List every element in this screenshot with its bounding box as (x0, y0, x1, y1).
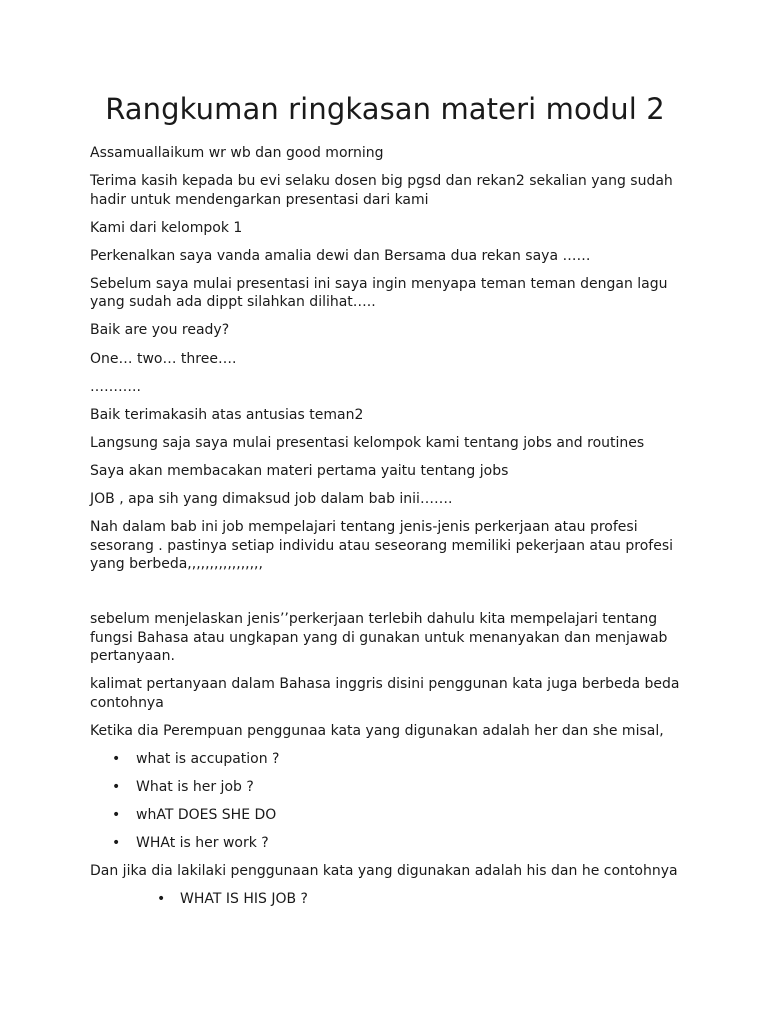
paragraph-thanks-enthusiasm: Baik terimakasih atas antusias teman2 (90, 406, 364, 423)
paragraph-first-material: Saya akan membacakan materi pertama yaitu tentang jobs (90, 462, 509, 479)
bullet-point: • (112, 807, 121, 824)
his-question-list (90, 890, 680, 909)
paragraph-thanks: Terima kasih kepada bu evi selaku dosen big pgsd dan rekan2 sekalian yang sudah hadir untuk mendengarkan presentasi dari kami (90, 173, 673, 208)
list-item-text: WHAt is her work ? (136, 835, 269, 852)
document-title: Rangkuman ringkasan materi modul 2 (105, 92, 665, 126)
paragraph-her-she: Ketika dia Perempuan penggunaa kata yang digunakan adalah her dan she misal, (90, 722, 664, 739)
list-item (90, 806, 680, 825)
list-item (90, 890, 680, 909)
paragraph-ellipsis: ……….. (90, 378, 141, 395)
paragraph-song: Sebelum saya mulai presentasi ini saya ingin menyapa teman teman dengan lagu yang sudah ada dippt silahkan dilihat….. (90, 275, 668, 311)
blank-line (90, 583, 680, 610)
paragraph-group: Kami dari kelompok 1 (90, 219, 243, 236)
list-item (90, 778, 680, 797)
paragraph-greeting: Assamuallaikum wr wb dan good morning (90, 145, 384, 161)
paragraph-question-sentence: kalimat pertanyaan dalam Bahasa inggris disini penggunan kata juga berbeda beda contohnya (90, 676, 680, 711)
list-item (90, 834, 680, 853)
her-question-list (90, 750, 680, 853)
paragraph-start-presentation: Langsung saja saya mulai presentasi kelompok kami tentang jobs and routines (90, 434, 645, 451)
paragraph-job-explanation: Nah dalam bab ini job mempelajari tentang jenis-jenis perkerjaan atau profesi sesorang . pastinya setiap individu atau seseorang memiliki pekerjaan atau profesi yang berbeda,,,,,,,,,,,,,,,,, (90, 519, 674, 573)
paragraph-ready: Baik are you ready? (90, 322, 230, 339)
paragraph-his-he: Dan jika dia lakilaki penggunaan kata yang digunakan adalah his dan he contohnya (90, 863, 678, 880)
list-item-text: whAT DOES SHE DO (136, 807, 277, 824)
paragraph-introduction: Perkenalkan saya vanda amalia dewi dan Bersama dua rekan saya …… (90, 247, 591, 264)
bullet-point: • (112, 751, 121, 767)
paragraph-count: One… two… three…. (90, 350, 237, 367)
list-item-text: WHAT IS HIS JOB ? (180, 891, 308, 908)
bullet-point: • (157, 891, 166, 908)
list-item (90, 750, 680, 769)
list-item-text: What is her job ? (136, 779, 254, 796)
bullet-point: • (112, 835, 121, 852)
paragraph-job-question: JOB , apa sih yang dimaksud job dalam bab inii……. (90, 491, 453, 508)
bullet-point: • (112, 779, 121, 796)
paragraph-before-explaining: sebelum menjelaskan jenis’’perkerjaan terlebih dahulu kita mempelajari tentang fungsi Bahasa atau ungkapan yang di gunakan untuk menanyakan dan menjawab pertanyaan. (90, 611, 668, 665)
list-item-text: what is accupation ? (136, 751, 280, 767)
